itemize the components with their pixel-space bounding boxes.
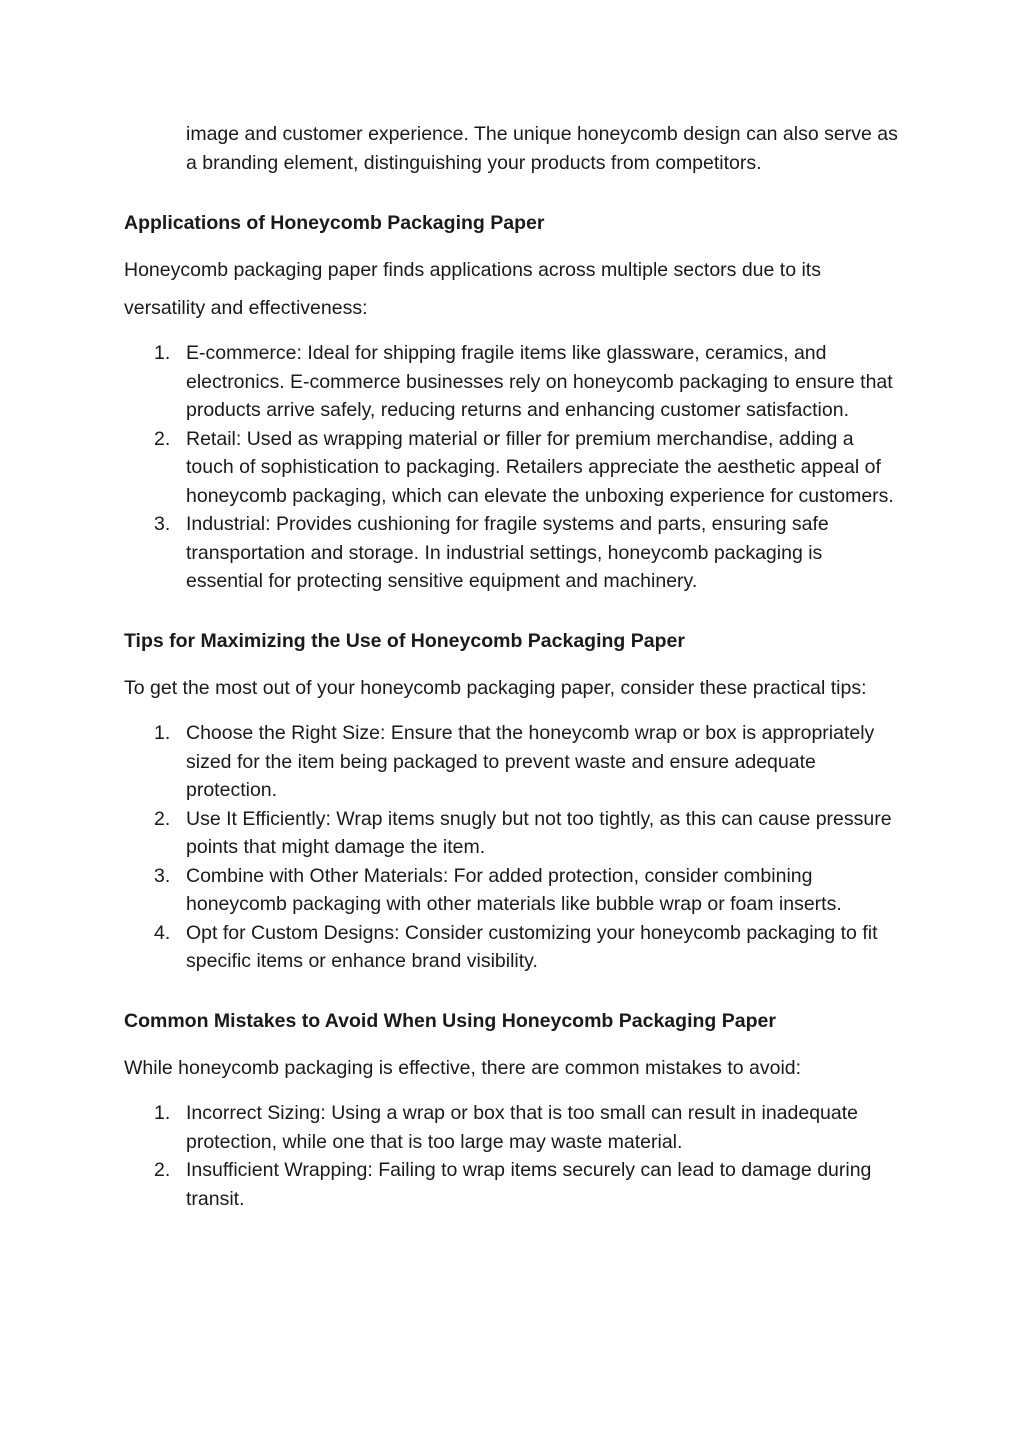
- list-item: 2. Retail: Used as wrapping material or filler for premium merchandise, adding a touch of sophistication to packaging. Retailers appreciate the aesthetic appeal of honeycomb packaging, which can elevate the unboxing experience for customers.: [154, 427, 894, 507]
- list-item-text: Use It Efficiently: Wrap items snugly but not too tightly, as this can cause pressure points that might damage the item.: [186, 807, 892, 858]
- list-item-text: Insufficient Wrapping: Failing to wrap items securely can lead to damage during transit.: [186, 1159, 872, 1210]
- list-item: 2. Use It Efficiently: Wrap items snugly but not too tightly, as this can cause pressure points that might damage the item.: [154, 807, 892, 858]
- numbered-list: [124, 339, 900, 596]
- section-paragraph: While honeycomb packaging is effective, there are common mistakes to avoid:: [124, 1056, 802, 1079]
- list-item-text: Opt for Custom Designs: Consider customizing your honeycomb packaging to fit specific items or enhance brand visibility.: [186, 921, 878, 972]
- section-heading: Tips for Maximizing the Use of Honeycomb Packaging Paper: [124, 629, 685, 652]
- intro-continuation-text: image and customer experience. The unique honeycomb design can also serve as a branding element, distinguishing your products from competitors.: [186, 123, 898, 174]
- document-page: [124, 120, 900, 1213]
- section-heading: Applications of Honeycomb Packaging Paper: [124, 212, 545, 234]
- numbered-list: [124, 1099, 900, 1213]
- list-item-text: Retail: Used as wrapping material or filler for premium merchandise, adding a touch of sophistication to packaging. Retailers appreciate the aesthetic appeal of honeycomb packaging, which can elevate the unboxing experience for customers.: [186, 427, 894, 507]
- list-item: 2. Insufficient Wrapping: Failing to wrap items securely can lead to damage during transit.: [154, 1159, 872, 1210]
- list-item-text: E-commerce: Ideal for shipping fragile items like glassware, ceramics, and electronics. E-commerce businesses rely on honeycomb packaging to ensure that products arrive safely, reducing returns and enhancing customer satisfaction.: [186, 342, 893, 421]
- list-item: 1. E-commerce: Ideal for shipping fragile items like glassware, ceramics, and electronics. E-commerce businesses rely on honeycomb packaging to ensure that products arrive safely, reducing returns and enhancing customer satisfaction.: [154, 342, 893, 421]
- list-item: 1. Incorrect Sizing: Using a wrap or box that is too small can result in inadequate protection, while one that is too large may waste material.: [154, 1102, 859, 1153]
- numbered-list: [124, 719, 900, 976]
- section-applications: [124, 209, 900, 596]
- list-item-text: Combine with Other Materials: For added protection, consider combining honeycomb packaging with other materials like bubble wrap or foam inserts.: [186, 864, 842, 915]
- list-item: 3. Combine with Other Materials: For added protection, consider combining honeycomb packaging with other materials like bubble wrap or foam inserts.: [154, 864, 842, 915]
- list-item-text: Incorrect Sizing: Using a wrap or box that is too small can result in inadequate protection, while one that is too large may waste material.: [186, 1102, 859, 1153]
- list-item-text: Choose the Right Size: Ensure that the honeycomb wrap or box is appropriately sized for the item being packaged to prevent waste and ensure adequate protection.: [186, 722, 875, 801]
- list-item: 1. Choose the Right Size: Ensure that the honeycomb wrap or box is appropriately sized for the item being packaged to prevent waste and ensure adequate protection.: [154, 722, 875, 801]
- section-tips: [124, 627, 900, 976]
- list-item: 4. Opt for Custom Designs: Consider customizing your honeycomb packaging to fit specific items or enhance brand visibility.: [154, 921, 878, 972]
- section-paragraph: To get the most out of your honeycomb packaging paper, consider these practical tips:: [124, 676, 867, 699]
- list-item: 3. Industrial: Provides cushioning for fragile systems and parts, ensuring safe transportation and storage. In industrial settings, honeycomb packaging is essential for protecting sensitive equipment and machinery.: [154, 513, 829, 592]
- section-paragraph: Honeycomb packaging paper finds applications across multiple sectors due to its versatility and effectiveness:: [124, 259, 821, 319]
- list-item-text: Industrial: Provides cushioning for fragile systems and parts, ensuring safe transportation and storage. In industrial settings, honeycomb packaging is essential for protecting sensitive equipment and machinery.: [186, 513, 829, 592]
- section-heading: Common Mistakes to Avoid When Using Honeycomb Packaging Paper: [124, 1009, 776, 1032]
- section-common-mistakes: [124, 1007, 900, 1214]
